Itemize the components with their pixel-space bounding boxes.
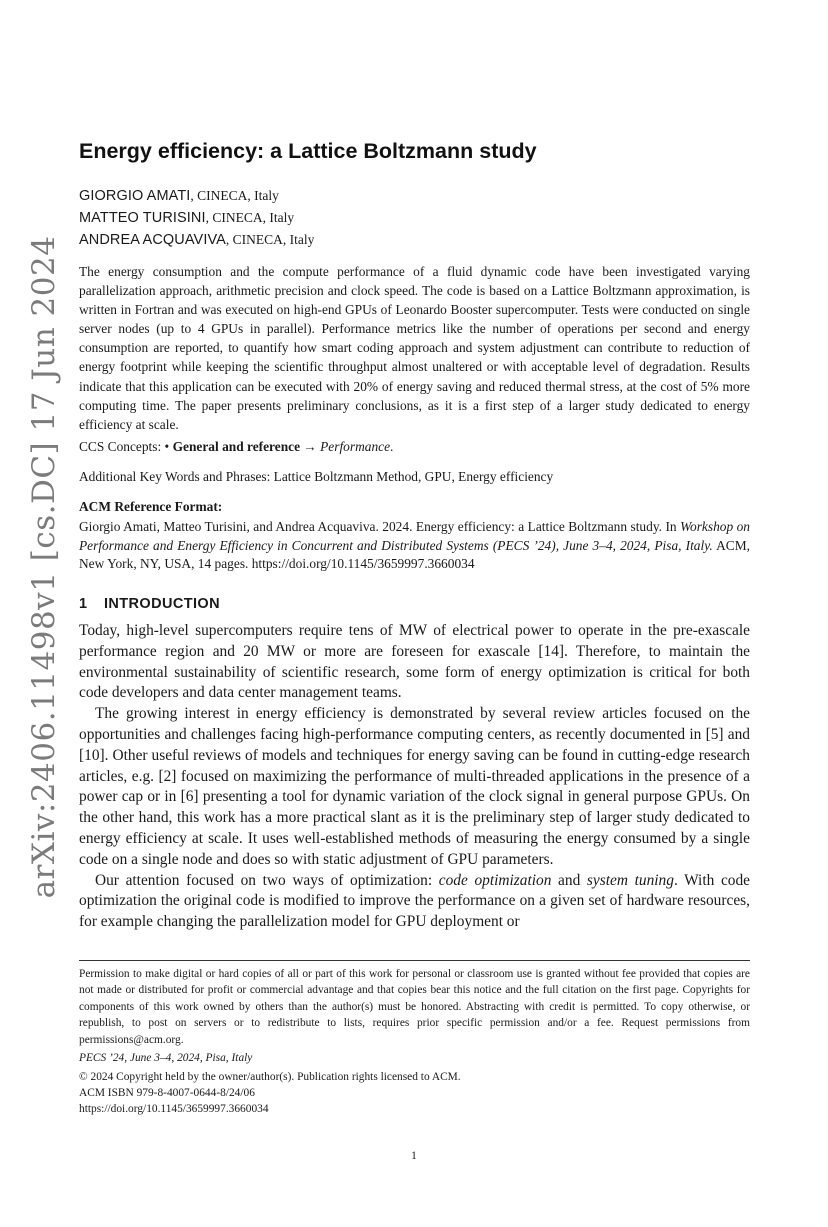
permission-notice: Permission to make digital or hard copies of all or part of this work for personal or classroom use is granted without fee provided that copies are not made or distributed for profit or commercial advantage and that copies bear this notice and the full citation on the first page. Copyrights for components of this work owned by others than the author(s) must be honored. Abstracting with credit is permitted. To copy otherwise, or republish, to post on servers or to redistribute to lists, requires prior specific permission and/or a fee. Request permissions from permissions@acm.org. — [79, 968, 750, 1046]
ccs-category: General and reference — [172, 439, 301, 454]
author-line — [79, 209, 294, 227]
section-heading — [79, 596, 220, 612]
paragraph-text: Our attention focused on two ways of optimization: — [95, 871, 439, 889]
emphasis-code-optimization: code optimization — [438, 871, 552, 889]
author-name: GIORGIO AMATI — [79, 188, 191, 204]
emphasis-system-tuning: system tuning — [586, 871, 674, 889]
reference-venue: Workshop on Performance and Energy Efficiency in Concurrent and Distributed Systems (PECS ’24), June 3–4, 2024, Pisa, Italy. — [79, 519, 751, 553]
page-number: 1 — [411, 1150, 417, 1162]
paper-title: Energy efficiency: a Lattice Boltzmann study — [79, 139, 537, 163]
author-name: ANDREA ACQUAVIVA — [79, 232, 226, 248]
paragraph: The growing interest in energy efficiency is demonstrated by several review articles focused on the opportunities and challenges facing high-performance computing centers, as recently documented in [5] and [10]. Other useful reviews of models and techniques for energy saving can be found in cutting-edge research articles, e.g. [2] focused on maximizing the performance of multi-threaded applications in the presence of a power cap or in [6] presenting a tool for dynamic variation of the clock signal in general purpose GPUs. On the other hand, this work has a more practical slant as it is the preliminary step of larger study dedicated to energy efficiency at scale. It uses well-established methods of measuring the energy consumed by a single code on a single node and does so with static adjustment of GPU parameters. — [79, 705, 750, 868]
ccs-suffix: . — [390, 439, 394, 454]
author-name: MATTEO TURISINI — [79, 210, 206, 226]
reference-authors: Giorgio Amati, Matteo Turisini, and Andrea Acquaviva. 2024. Energy efficiency: a Lattice Boltzmann study. In — [79, 519, 681, 534]
arxiv-stamp: arXiv:2406.11498v1 [cs.DC] 17 Jun 2024 — [26, 235, 62, 899]
author-line — [79, 187, 279, 205]
footnote-divider — [79, 960, 750, 961]
ccs-concepts — [79, 439, 393, 455]
reference-publisher: ACM, New York, NY, USA, 14 pages. https://doi.org/10.1145/3659997.3660034 — [79, 537, 750, 572]
reference-format — [79, 518, 750, 574]
author-line — [79, 231, 314, 249]
author-affiliation: , CINECA, Italy — [225, 232, 315, 247]
paragraph-text: . With code optimization the original code is modified to improve the performance on a given set of hardware resources, for example changing the parallelization model for GPU deployment or — [79, 871, 750, 931]
isbn-line: ACM ISBN 979-8-4007-0644-8/24/06 — [79, 1087, 255, 1099]
abstract: The energy consumption and the compute performance of a fluid dynamic code have been investigated varying parallelization approach, arithmetic precision and clock speed. The code is based on a Lattice Boltzmann approximation, is written in Fortran and was executed on high-end GPUs of Leonardo Booster supercomputer. Tests were conducted on single server nodes (up to 4 GPUs in parallel). Performance metrics like the number of operations per second and energy consumption are reported, to quantify how smart coding approach and system adjustment can contribute to reduction of energy footprint while keeping the scientific throughput almost unaltered or with acceptable level of degradation. Results indicate that this application can be executed with 20% of energy saving and reduced thermal stress, at the cost of 5% more computing time. The paper presents preliminary conclusions, as it is a first step of a larger study dedicated to energy efficiency at scale. — [79, 264, 750, 432]
ccs-prefix: CCS Concepts: • — [79, 439, 173, 454]
section-number: 1 — [79, 596, 88, 612]
ccs-subcategory: Performance — [320, 439, 391, 454]
paragraph: Today, high-level supercomputers require tens of MW of electrical power to operate in the pre-exascale performance region and 20 MW or more are foreseen for exascale [14]. Therefore, to maintain the environmental sustainability of scientific research, some form of energy optimization is critical for both code developers and data center management teams. — [79, 622, 750, 702]
author-affiliation: , CINECA, Italy — [205, 210, 295, 225]
reference-heading: ACM Reference Format: — [79, 499, 223, 514]
doi-link[interactable]: https://doi.org/10.1145/3659997.3660034 — [79, 1103, 269, 1115]
paragraph — [79, 871, 750, 933]
ccs-arrow: → — [300, 439, 321, 454]
section-title: INTRODUCTION — [104, 596, 220, 612]
author-affiliation: , CINECA, Italy — [190, 188, 279, 203]
introduction-body — [79, 621, 750, 933]
conference-info: PECS ’24, June 3–4, 2024, Pisa, Italy — [79, 1052, 253, 1064]
keywords: Additional Key Words and Phrases: Lattice Boltzmann Method, GPU, Energy efficiency — [79, 469, 554, 484]
copyright-line: © 2024 Copyright held by the owner/author(s). Publication rights licensed to ACM. — [79, 1071, 461, 1083]
paragraph-text: and — [551, 871, 587, 889]
